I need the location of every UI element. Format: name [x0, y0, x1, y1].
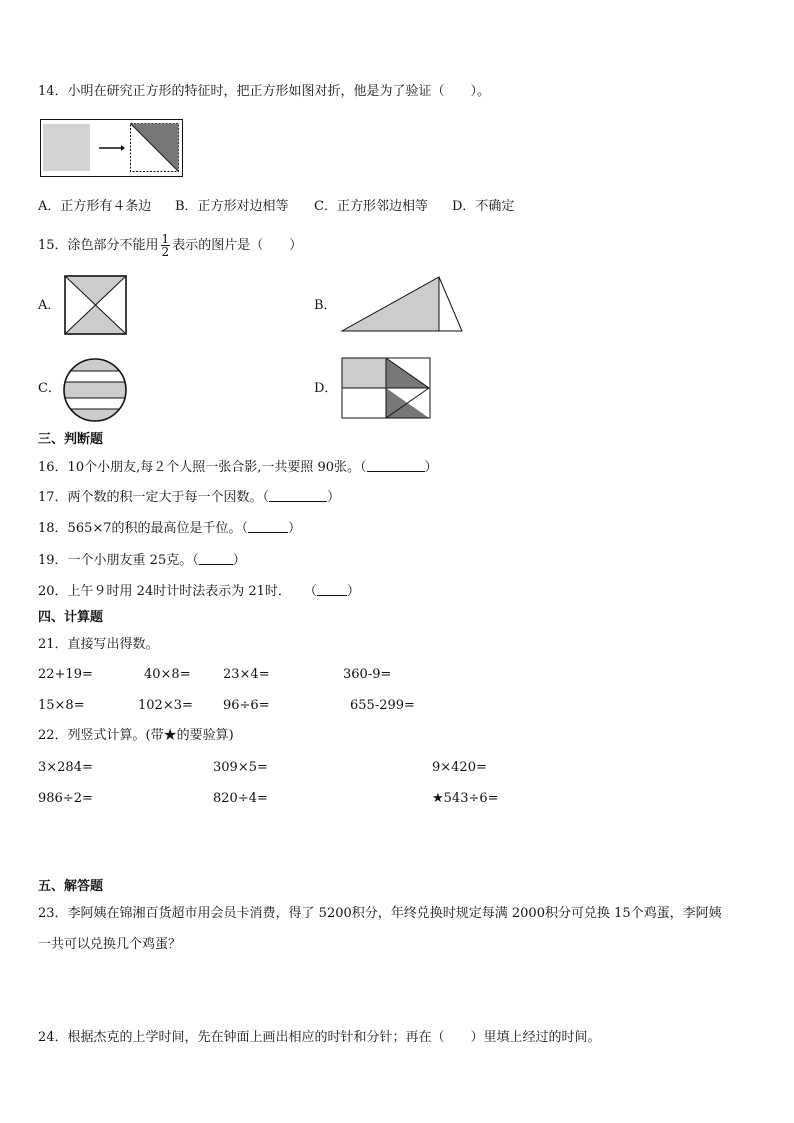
q23-line1: 23．李阿姨在锦湘百货超市用会员卡消费，得了 5200积分，年终兑换时规定每满 2000积分可兑换 15个鸡蛋，李阿姨 [38, 906, 722, 921]
q21-expr: 15×8= [38, 698, 85, 713]
q17 [38, 489, 340, 506]
q22-text: 22．列竖式计算。(带★的要验算) [38, 728, 234, 743]
q20 [38, 583, 360, 600]
shaded-square [43, 124, 90, 171]
q18-text: 18．565×7的积的最高位是千位。（ [38, 521, 249, 536]
q18 [38, 520, 301, 537]
q22-expr: 3×284= [38, 760, 93, 775]
q21-text: 21．直接写出得数。 [38, 637, 159, 652]
q22-expr: 820÷4= [213, 791, 268, 806]
q21-expr: 23×4= [223, 667, 270, 682]
section5-title: 五、解答题 [38, 879, 104, 894]
q16-close: ） [424, 460, 438, 475]
q15-text [38, 233, 302, 258]
q19 [38, 552, 246, 569]
answer-blank[interactable] [248, 520, 288, 533]
q21-expr: 96÷6= [223, 698, 270, 713]
figure-c-circle-stripes [63, 358, 127, 422]
q14-option-b: B．正方形对边相等 [175, 199, 289, 214]
folded-square-figure [130, 123, 180, 173]
q16 [38, 459, 438, 476]
q15-label-b: B． [314, 298, 337, 313]
q21-expr: 102×3= [138, 698, 193, 713]
q18-close: ） [288, 521, 302, 536]
q21-expr: 360-9= [343, 667, 392, 682]
figure-a-square-diagonals [64, 275, 127, 335]
q14-figure [40, 119, 183, 177]
q21-expr: 22+19= [38, 667, 93, 682]
q14-option-a: A．正方形有４条边 [38, 199, 152, 214]
q16-text: 16．10个小朋友,每２个人照一张合影,一共要照 90张。（ [38, 460, 367, 475]
q17-text: 17．两个数的积一定大于每一个因数。（ [38, 490, 270, 505]
q23-line2: 一共可以兑换几个鸡蛋？ [38, 937, 182, 952]
answer-blank[interactable] [199, 552, 233, 565]
figure-b-triangle [341, 276, 463, 332]
q22-expr: 9×420= [432, 760, 487, 775]
q15-text-after: 表示的图片是（ ） [172, 238, 303, 253]
q22-expr: ★543÷6= [432, 791, 499, 806]
q19-text: 19．一个小朋友重 25克。（ [38, 553, 199, 568]
q15-label-a: A． [38, 298, 61, 313]
q14-option-c: C．正方形邻边相等 [314, 199, 428, 214]
q20-close: ） [346, 584, 360, 599]
figure-d-rectangle-grid [341, 357, 431, 419]
fold-arrow-icon [99, 144, 125, 152]
fraction-numerator: 1 [161, 232, 170, 246]
answer-blank[interactable] [317, 583, 347, 596]
answer-blank[interactable] [269, 489, 327, 502]
q24-text: 24．根据杰克的上学时间，先在钟面上画出相应的时针和分针；再在（ ）里填上经过的时间。 [38, 1030, 601, 1045]
section3-title: 三、判断题 [38, 432, 104, 447]
q15-label-d: D． [314, 381, 338, 396]
q15-label-c: C． [38, 381, 61, 396]
q15-text-before: 15．涂色部分不能用 [38, 238, 159, 253]
q15-fraction [161, 233, 171, 258]
q17-close: ） [327, 490, 341, 505]
q20-text: 20．上午９时用 24时计时法表示为 21时． （ [38, 584, 317, 599]
fraction-denominator: 2 [161, 245, 170, 259]
answer-blank[interactable] [367, 459, 425, 472]
q22-expr: 309×5= [213, 760, 268, 775]
section4-title: 四、计算题 [38, 610, 104, 625]
q22-expr: 986÷2= [38, 791, 93, 806]
q19-close: ） [232, 553, 246, 568]
q14-text: 14．小明在研究正方形的特征时，把正方形如图对折，他是为了验证（ ）。 [38, 84, 491, 99]
q21-expr: 655-299= [350, 698, 415, 713]
q14-option-d: D．不确定 [452, 199, 515, 214]
q21-expr: 40×8= [144, 667, 191, 682]
